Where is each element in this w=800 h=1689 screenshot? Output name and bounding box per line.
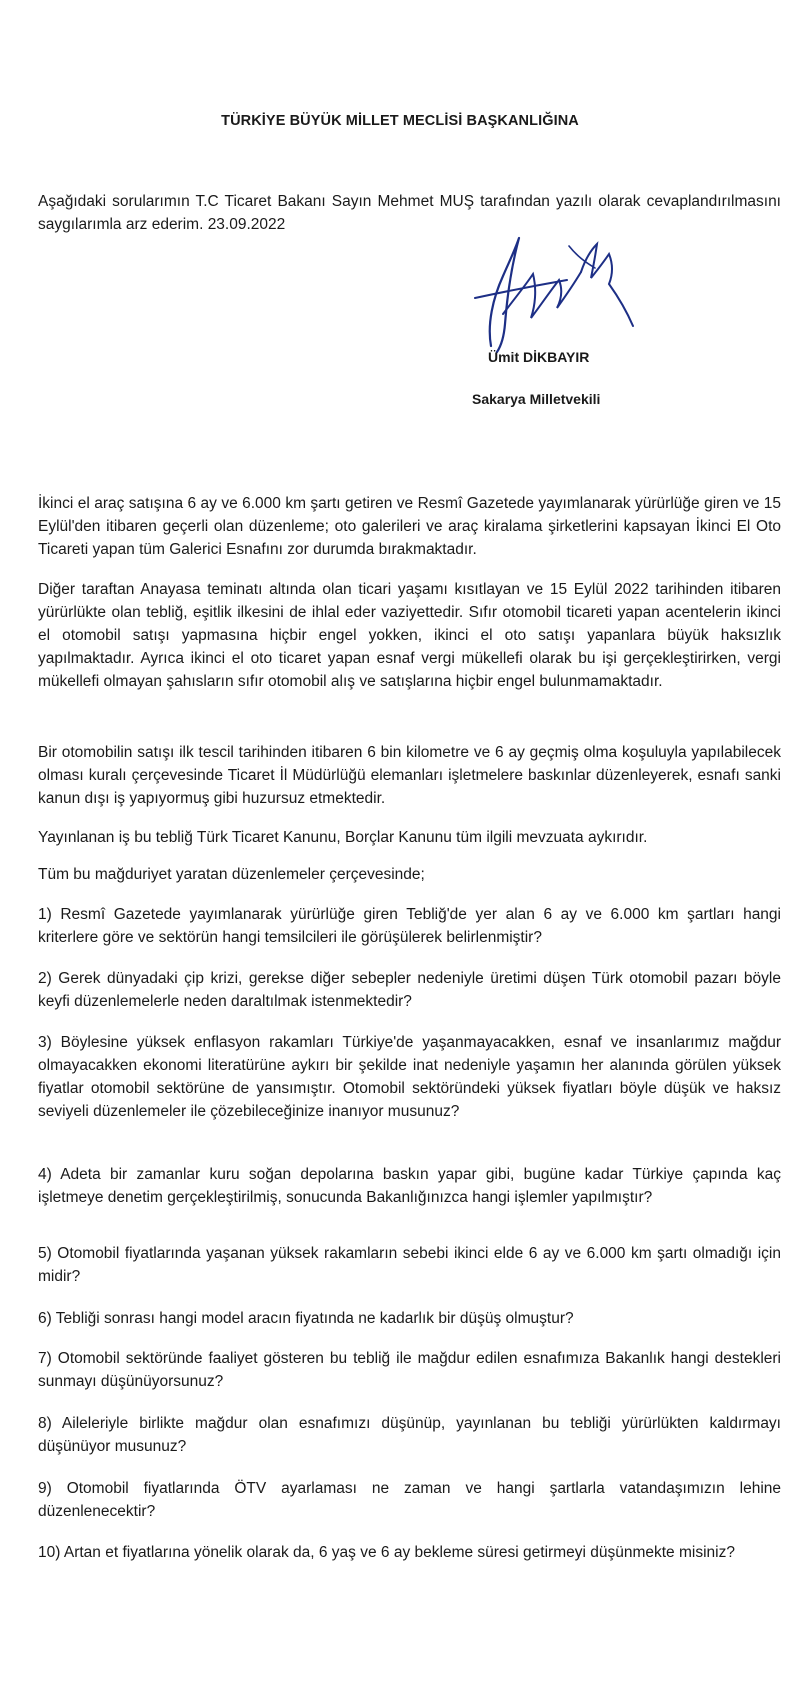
body-paragraph: Bir otomobilin satışı ilk tescil tarihinden itibaren 6 bin kilometre ve 6 ay geçmiş olma koşuluyla yapılabilecek olması kuralı çerçevesinde Ticaret İl Müdürlüğü elemanları işletmelere baskınlar düzenleyerek, esnafı sanki kanun dışı iş yapıyormuş gibi huzursuz etmektedir. bbox=[38, 744, 781, 807]
question-10: 10) Artan et fiyatlarına yönelik olarak da, 6 yaş ve 6 ay bekleme süresi getirmeyi düşünmekte misiniz? bbox=[38, 1544, 735, 1561]
question-1: 1) Resmî Gazetede yayımlanarak yürürlüğe giren Tebliğ'de yer alan 6 ay ve 6.000 km şartları hangi kriterlere göre ve sektörün hangi temsilcileri ile görüşülerek belirlenmiştir? bbox=[38, 906, 781, 946]
document-heading: TÜRKİYE BÜYÜK MİLLET MECLİSİ BAŞKANLIĞINA bbox=[221, 113, 579, 129]
body-paragraph: Tüm bu mağduriyet yaratan düzenlemeler çerçevesinde; bbox=[38, 866, 425, 883]
question-4: 4) Adeta bir zamanlar kuru soğan depolarına baskın yapar gibi, bugüne kadar Türkiye çapında kaç işletmeye denetim gerçekleştirilmiş, sonucunda Bakanlığınızca hangi işlemler yapılmıştır? bbox=[38, 1166, 781, 1206]
intro-paragraph: Aşağıdaki sorularımın T.C Ticaret Bakanı Sayın Mehmet MUŞ tarafından yazılı olarak cevaplandırılmasını saygılarımla arz ederim. 23.09.2022 bbox=[38, 193, 781, 233]
body-paragraph: Yayınlanan iş bu tebliğ Türk Ticaret Kanunu, Borçlar Kanunu tüm ilgili mevzuata aykırıdır. bbox=[38, 829, 648, 846]
question-5: 5) Otomobil fiyatlarında yaşanan yüksek rakamların sebebi ikinci elde 6 ay ve 6.000 km şartı olmadığı için midir? bbox=[38, 1245, 781, 1285]
question-6: 6) Tebliği sonrası hangi model aracın fiyatında ne kadarlık bir düşüş olmuştur? bbox=[38, 1310, 574, 1327]
question-3: 3) Böylesine yüksek enflasyon rakamları Türkiye'de yaşanmayacakken, esnaf ve insanlarımız mağdur olmayacakken ekonomi literatürüne aykırı bir şekilde inat nedeniyle yaşamın her alanında görülen yüksek fiyatlar otomobil sektörüne de yansımıştır. Otomobil sektöründeki yüksek fiyatları böyle düşük ve haksız seviyeli düzenlemeler ile çözebileceğinize inanıyor musunuz? bbox=[38, 1034, 781, 1120]
question-2: 2) Gerek dünyadaki çip krizi, gerekse diğer sebepler nedeniyle üretimi düşen Türk otomobil pazarı böyle keyfi düzenlemelerle neden daraltılmak istenmektedir? bbox=[38, 970, 781, 1010]
body-paragraph: İkinci el araç satışına 6 ay ve 6.000 km şartı getiren ve Resmî Gazetede yayımlanarak yürürlüğe giren ve 15 Eylül'den itibaren geçerli olan düzenleme; oto galerileri ve araç kiralama şirketlerini kapsayan İkinci El Oto Ticareti yapan tüm Galerici Esnafını zor durumda bırakmaktadır. bbox=[38, 495, 781, 558]
body-paragraph: Diğer taraftan Anayasa teminatı altında olan ticari yaşamı kısıtlayan ve 15 Eylül 2022 tarihinden itibaren yürürlükte olan tebliğ, eşitlik ilkesini de ihlal eder vaziyettedir. Sıfır otomobil ticareti yapan acentelerin ikinci el otomobil satışı yapmasına hiçbir engel yokken, ikinci el oto satışı yapanlara büyük haksızlık yapılmaktadır. Ayrıca ikinci el oto ticaret yapan esnaf vergi mükellefi olarak bu işi gerçekleştirirken, vergi mükellefi olmayan şahısların sıfır otomobil alış ve satışlarına hiçbir engel bulunmamaktadır. bbox=[38, 581, 781, 690]
question-7: 7) Otomobil sektöründe faaliyet gösteren bu tebliğ ile mağdur edilen esnafımıza Bakanlık hangi destekleri sunmayı düşünüyorsunuz? bbox=[38, 1350, 781, 1390]
question-8: 8) Aileleriyle birlikte mağdur olan esnafımızı düşünüp, yayınlanan bu tebliği yürürlükten kaldırmayı düşünüyor musunuz? bbox=[38, 1415, 781, 1455]
question-9: 9) Otomobil fiyatlarında ÖTV ayarlaması ne zaman ve hangi şartlarla vatandaşımızın lehine düzenlenecektir? bbox=[38, 1480, 781, 1520]
signatory-name: Ümit DİKBAYIR bbox=[488, 349, 590, 365]
handwritten-signature bbox=[463, 228, 643, 358]
signatory-title: Sakarya Milletvekili bbox=[472, 391, 601, 407]
